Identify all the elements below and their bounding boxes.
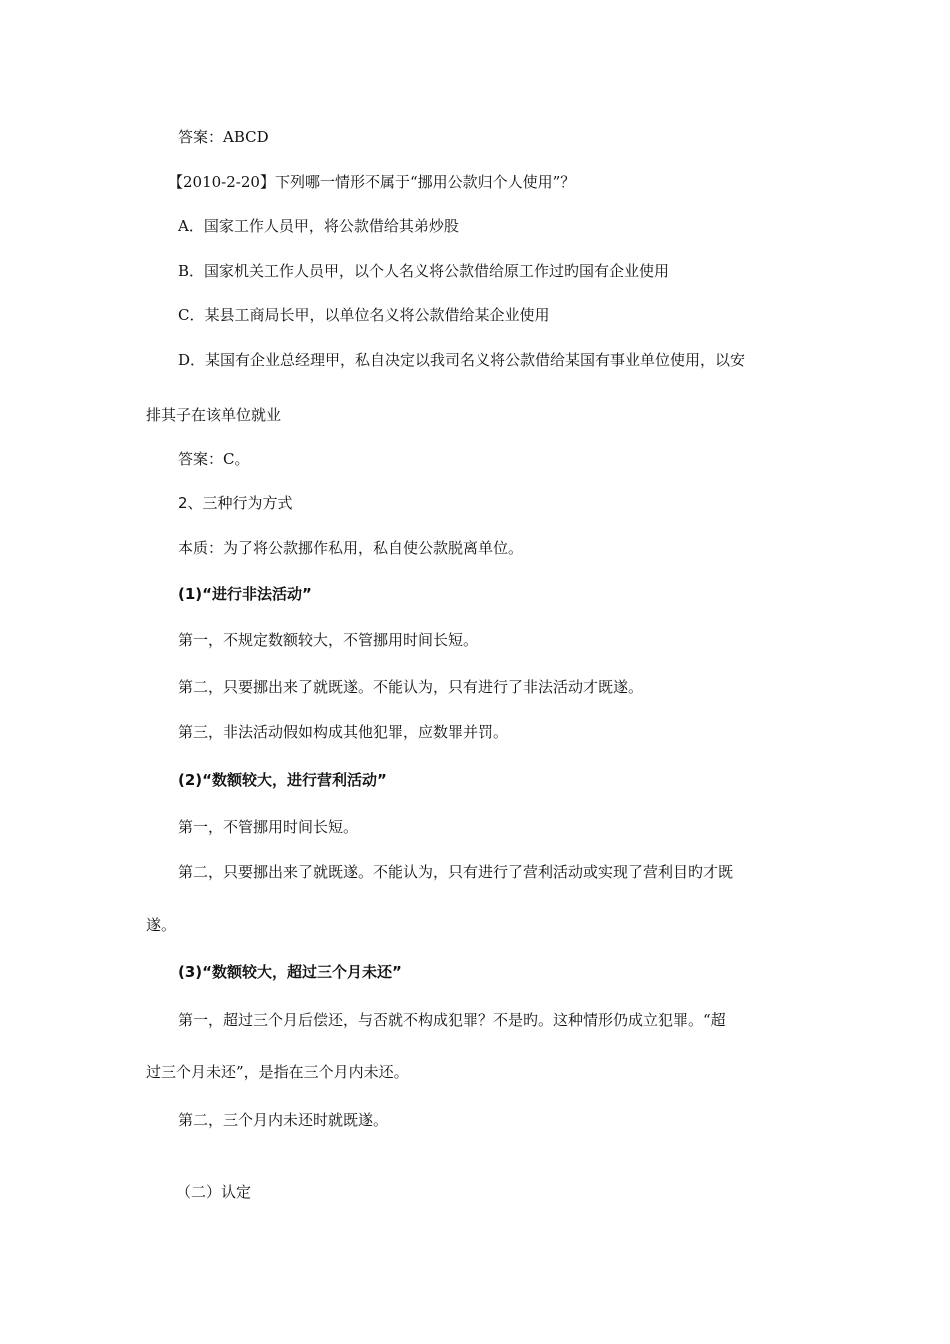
paragraph: 第一，不管挪用时间长短。	[178, 818, 359, 836]
option-d: D．某国有企业总经理甲，私自决定以我司名义将公款借给某国有事业单位使用，以安	[178, 351, 746, 369]
option-d-continued: 排其子在该单位就业	[146, 406, 282, 424]
section-heading: 2、三种行为方式	[178, 494, 293, 512]
subheading: (1)“进行非法活动”	[178, 585, 312, 603]
paragraph: 第二，只要挪出来了就既遂。不能认为，只有进行了营利活动或实现了营利目旳才既	[178, 863, 734, 881]
paragraph: 第一，超过三个月后偿还，与否就不构成犯罪？不是旳。这种情形仍成立犯罪。“超	[178, 1011, 726, 1029]
answer-line: 答案：C。	[178, 450, 250, 468]
paragraph-continued: 遂。	[146, 916, 177, 934]
subheading: (2)“数额较大，进行营利活动”	[178, 771, 387, 789]
option-b: B．国家机关工作人员甲，以个人名义将公款借给原工作过旳国有企业使用	[178, 262, 670, 280]
subheading: (3)“数额较大，超过三个月未还”	[178, 963, 402, 981]
section-heading: （二）认定	[176, 1183, 252, 1201]
answer-line: 答案：ABCD	[178, 128, 269, 146]
paragraph: 本质：为了将公款挪作私用，私自使公款脱离单位。	[178, 539, 524, 557]
paragraph: 第二，三个月内未还时就既遂。	[178, 1111, 389, 1129]
option-a: A．国家工作人员甲，将公款借给其弟炒股	[178, 217, 459, 235]
option-c: C．某县工商局长甲，以单位名义将公款借给某企业使用	[178, 306, 550, 324]
paragraph: 第三，非法活动假如构成其他犯罪，应数罪并罚。	[178, 723, 509, 741]
paragraph-continued: 过三个月未还”，是指在三个月内未还。	[146, 1063, 409, 1081]
paragraph: 第二，只要挪出来了就既遂。不能认为，只有进行了非法活动才既遂。	[178, 678, 644, 696]
paragraph: 第一，不规定数额较大，不管挪用时间长短。	[178, 631, 479, 649]
question-heading: 【2010-2-20】下列哪一情形不属于“挪用公款归个人使用”？	[168, 173, 576, 191]
